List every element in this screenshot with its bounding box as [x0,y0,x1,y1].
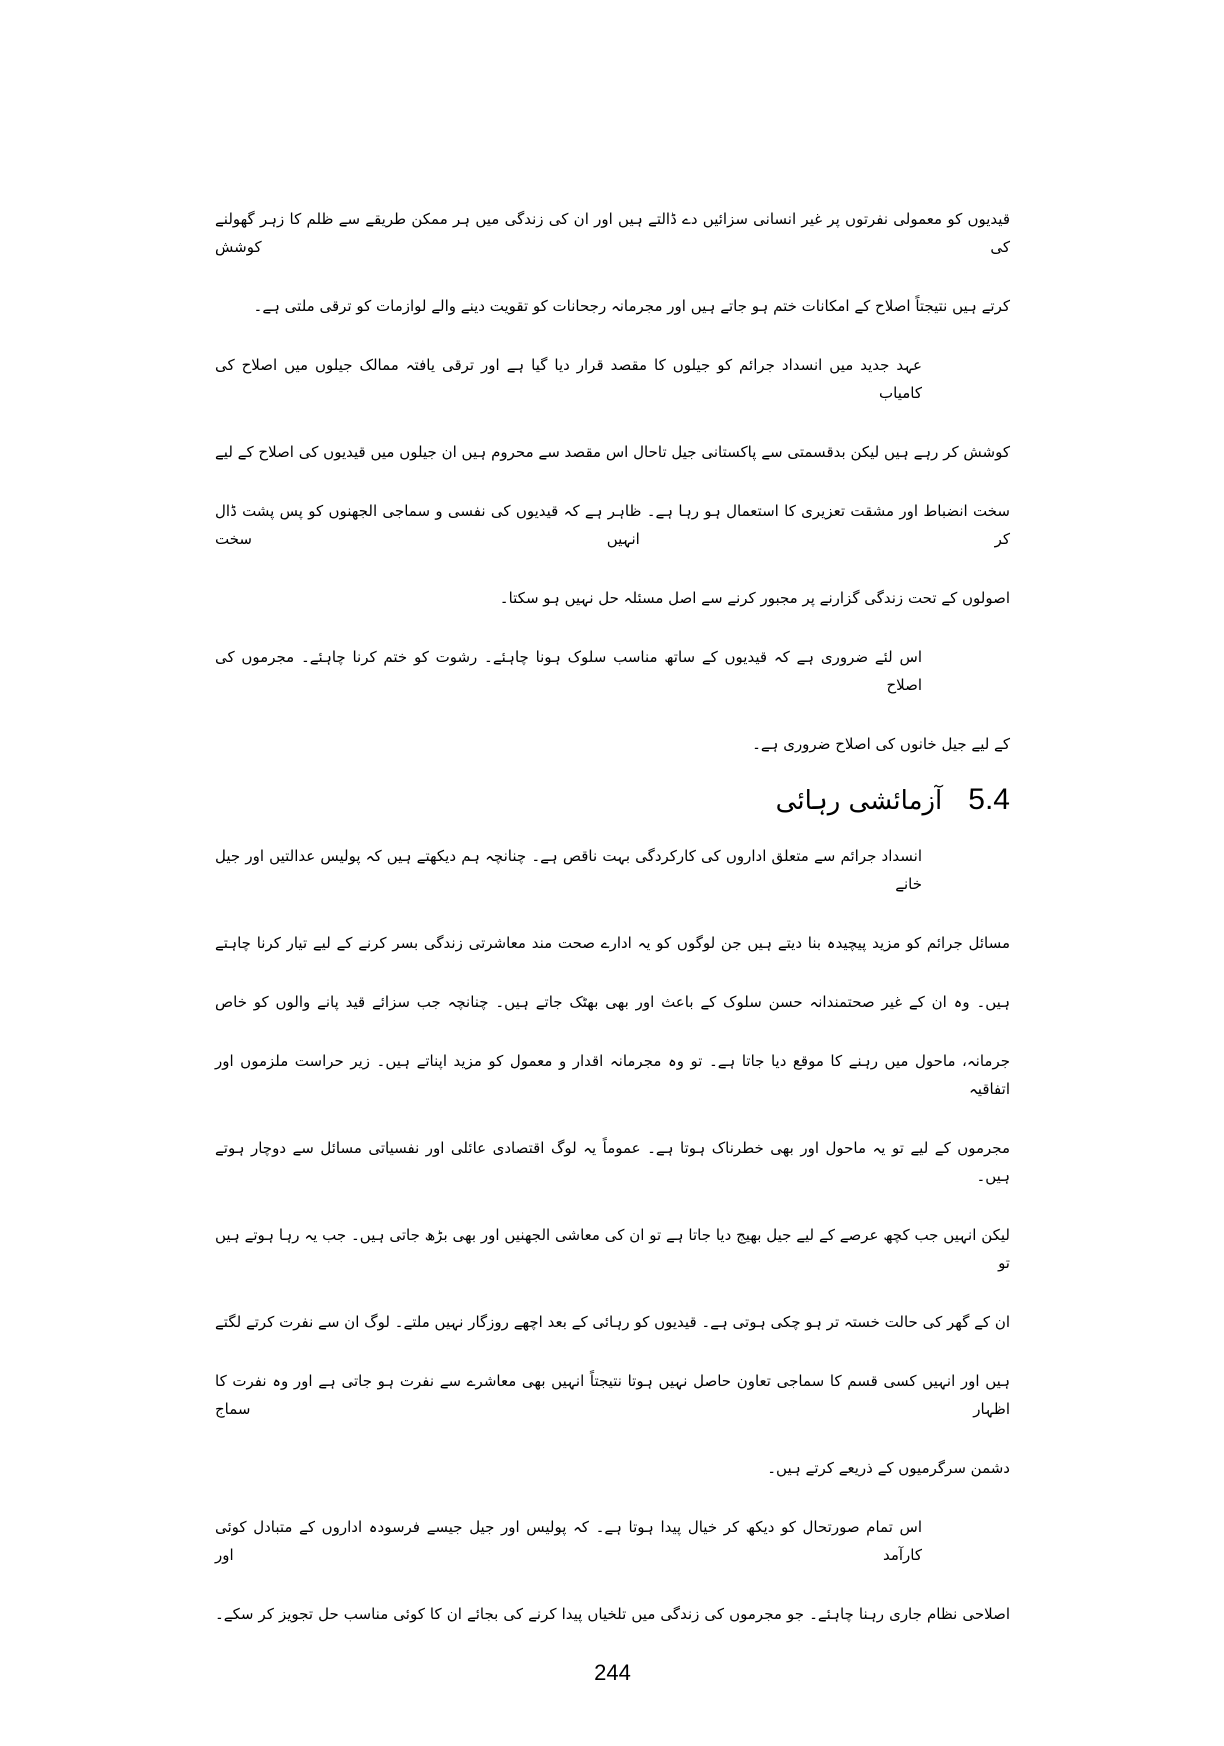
text-line: کے لیے جیل خانوں کی اصلاح ضروری ہے۔ [752,735,1010,753]
text-line: کوشش کر رہے ہیں لیکن بدقسمتی سے پاکستانی جیل تاحال اس مقصد سے محروم ہیں ان جیلوں میں قیدیوں کی اصلاح کے لیے [215,443,1010,461]
section-number: 5.4 [968,783,1010,816]
section-heading [215,781,1010,820]
paragraph-first-line: اس تمام صورتحال کو دیکھ کر خیال پیدا ہوتا ہے۔ کہ پولیس اور جیل جیسے فرسودہ اداروں کے متبادل کوئی کارآمد اور [215,1518,922,1564]
section-title: آزمائشی رہائی [775,786,943,816]
text-line: کرتے ہیں نتیجتاً اصلاح کے امکانات ختم ہو جاتے ہیں اور مجرمانہ رجحانات کو تقویت دینے والے لوازمات کو ترقی ملتی ہے۔ [253,297,1010,315]
text-line: سخت انضباط اور مشقت تعزیری کا استعمال ہو رہا ہے۔ ظاہر ہے کہ قیدیوں کی نفسی و سماجی الجھنوں کو پس پشت ڈال کر انہیں سخت [215,502,1010,548]
paragraph-first-line: اس لئے ضروری ہے کہ قیدیوں کے ساتھ مناسب سلوک ہونا چاہئے۔ رشوت کو ختم کرنا چاہئے۔ مجرموں کی اصلاح [215,648,922,694]
page-number: 244 [594,1660,631,1685]
text-line: قیدیوں کو معمولی نفرتوں پر غیر انسانی سزائیں دے ڈالتے ہیں اور ان کی زندگی میں ہر ممکن طریقے سے ظلم کا زہر گھولنے کی کوشش [215,210,1010,256]
text-line: جرمانہ، ماحول میں رہنے کا موقع دیا جاتا ہے۔ تو وہ مجرمانہ اقدار و معمول کو مزید اپناتے ہیں۔ زیر حراست ملزموں اور اتفاقیہ [215,1052,1010,1098]
text-line: ہیں۔ وہ ان کے غیر صحتمندانہ حسن سلوک کے باعث اور بھی بھٹک جاتے ہیں۔ چنانچہ جب سزائے قید پانے والوں کو خاص [215,993,1010,1011]
text-line: اصلاحی نظام جاری رہنا چاہئے۔ جو مجرموں کی زندگی میں تلخیاں پیدا کرنے کی بجائے ان کا کوئی مناسب حل تجویز کر سکے۔ [215,1605,1010,1623]
text-line: ان کے گھر کی حالت خستہ تر ہو چکی ہوتی ہے۔ قیدیوں کو رہائی کے بعد اچھے روزگار نہیں ملتے۔ لوگ ان سے نفرت کرتے لگتے [215,1313,1010,1331]
text-line: مسائل جرائم کو مزید پیچیدہ بنا دیتے ہیں جن لوگوں کو یہ ادارے صحت مند معاشرتی زندگی بسر کرنے کے لیے تیار کرنا چاہتے [215,934,1010,952]
paragraph-first-line: انسداد جرائم سے متعلق اداروں کی کارکردگی بہت ناقص ہے۔ چنانچہ ہم دیکھتے ہیں کہ پولیس عدالتیں اور جیل خانے [215,847,922,893]
text-line: مجرموں کے لیے تو یہ ماحول اور بھی خطرناک ہوتا ہے۔ عموماً یہ لوگ اقتصادی عائلی اور نفسیاتی مسائل سے دوچار ہوتے ہیں۔ [215,1139,1010,1185]
text-line: دشمن سرگرمیوں کے ذریعے کرتے ہیں۔ [767,1459,1010,1477]
text-line: لیکن انہیں جب کچھ عرصے کے لیے جیل بھیج دیا جاتا ہے تو ان کی معاشی الجھنیں اور بھی بڑھ جاتی ہیں۔ جب یہ رہا ہوتے ہیں تو [215,1226,1010,1272]
text-line: ہیں اور انہیں کسی قسم کا سماجی تعاون حاصل نہیں ہوتا نتیجتاً انہیں بھی معاشرے سے نفرت ہو جاتی ہے اور وہ نفرت کا اظہار سماج [215,1372,1010,1418]
text-line: اصولوں کے تحت زندگی گزارنے پر مجبور کرنے سے اصل مسئلہ حل نہیں ہو سکتا۔ [499,589,1010,607]
paragraph-first-line: عہد جدید میں انسداد جرائم کو جیلوں کا مقصد قرار دیا گیا ہے اور ترقی یافتہ ممالک جیلوں میں اصلاح کی کامیاب [215,356,922,402]
